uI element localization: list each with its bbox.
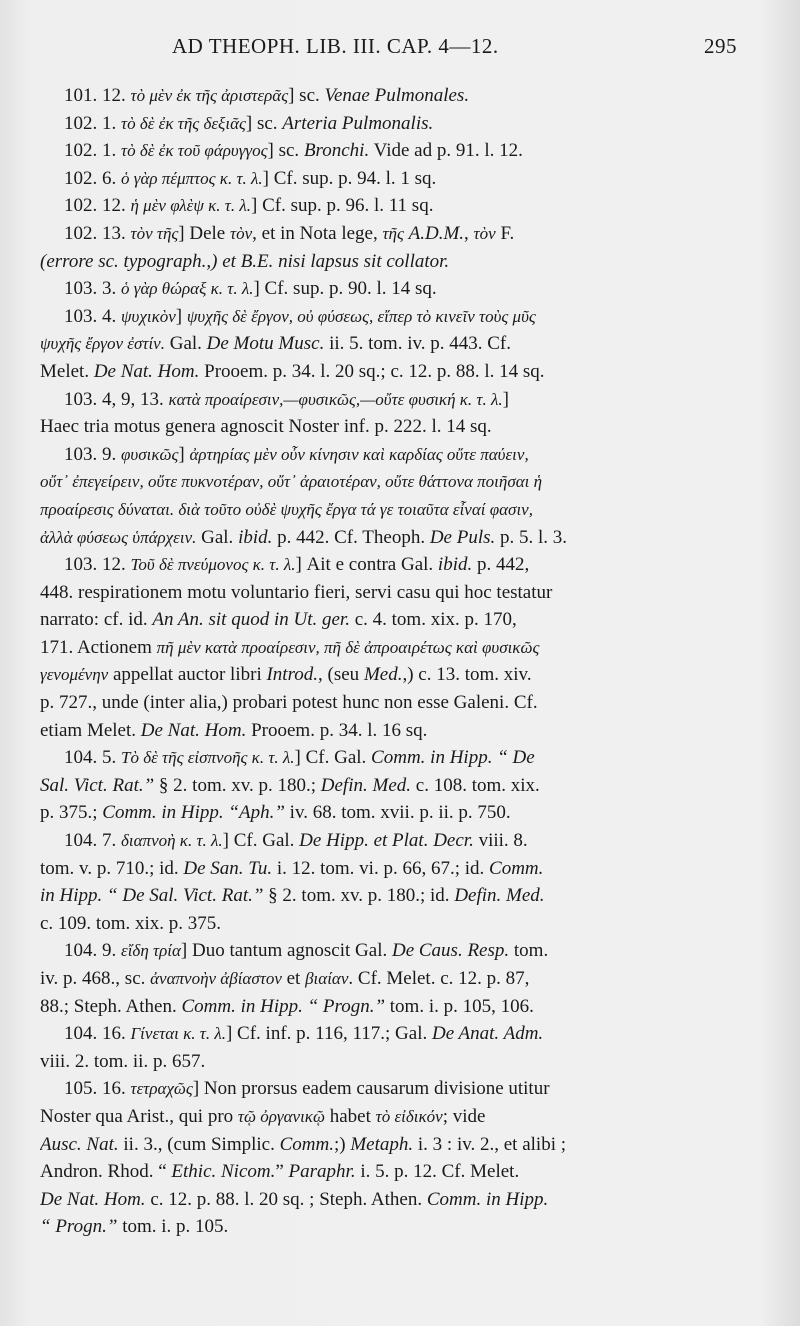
text-segment: p. 442. Cf. Theoph.	[272, 526, 430, 548]
italic-text: Comm.	[279, 1133, 334, 1155]
greek-text: πῆ μὲν κατὰ προαίρεσιν, πῆ δὲ ἀπροαιρέτως καὶ φυσικῶς	[156, 637, 540, 657]
text-segment: et	[281, 968, 306, 989]
text-segment: etiam Melet.	[40, 719, 141, 741]
text-segment: i. 3 : iv. 2., et alibi ;	[413, 1133, 567, 1155]
text-segment: Vide ad p. 91. l. 12.	[369, 140, 523, 162]
greek-text: ἀρτηρίας μὲν οὖν κίνησιν καὶ καρδίας οὔτε παύειν,	[189, 444, 529, 464]
text-segment: p. 5. l. 3.	[495, 526, 568, 548]
italic-text: De Nat. Hom.	[40, 1188, 146, 1210]
text-segment: p. 727., unde (inter alia,) probari potest hunc non esse Galeni. Cf.	[40, 692, 538, 714]
italic-text: De Nat. Hom.	[93, 360, 200, 382]
text-segment: ] sc.	[245, 112, 283, 134]
greek-text: κατὰ προαίρεσιν,—φυσικῶς,—οὔτε φυσική κ. τ. λ.	[168, 389, 503, 409]
greek-text: ἀναπνοὴν ἀβίαστον	[150, 969, 282, 988]
italic-text: Arteria Pulmonalis.	[282, 112, 434, 134]
note-continuation-line	[40, 468, 756, 496]
italic-text: Sal. Vict. Rat.”	[40, 774, 155, 796]
text-segment: i. 12. tom. vi. p. 66, 67.; id.	[272, 857, 490, 879]
greek-text: τετραχῶς	[130, 1079, 193, 1099]
text-segment: ] Cf. inf. p. 116, 117.; Gal.	[225, 1023, 432, 1045]
italic-text: Metaph.	[350, 1133, 414, 1155]
note-entry-line	[40, 1075, 756, 1103]
italic-text: Ausc. Nat.	[40, 1133, 119, 1155]
note-entry-line	[40, 220, 756, 248]
italic-text: ibid.	[437, 554, 473, 576]
italic-text: (errore sc. typograph.,) et B.E. nisi lapsus sit collator.	[40, 250, 450, 272]
note-entry-line	[40, 110, 756, 138]
greek-text: ἀλλὰ φύσεως ὑπάρχειν.	[40, 527, 197, 547]
greek-text: τὸν	[230, 223, 253, 243]
text-segment: ] sc.	[288, 85, 325, 106]
text-segment: ] Cf. Gal.	[294, 747, 372, 769]
text-segment: 102. 1.	[64, 112, 121, 134]
italic-text: “ Progn.”	[40, 1216, 118, 1238]
greek-text: ἡ μὲν φλὲψ κ. τ. λ.	[130, 196, 251, 216]
note-continuation-line	[40, 717, 756, 745]
text-segment: ii. 5. tom. iv. p. 443. Cf.	[324, 333, 511, 355]
text-segment: ]	[178, 443, 190, 465]
text-segment: c. 4. tom. xix. p. 170,	[349, 609, 517, 631]
greek-text: τὸ εἰδικόν	[375, 1106, 443, 1126]
text-segment: Andron. Rhod. “	[40, 1161, 172, 1183]
text-segment: . Cf. Melet. c. 12. p. 87,	[348, 968, 530, 989]
text-segment: appellat auctor libri	[108, 664, 267, 686]
text-segment: ii. 3., (cum Simplic.	[118, 1133, 280, 1155]
note-entry-line	[40, 386, 756, 414]
text-segment: § 2. tom. xv. p. 180.; id.	[263, 885, 455, 907]
note-continuation-line	[40, 330, 756, 358]
page-header	[0, 34, 800, 64]
commentary-notes	[40, 82, 756, 1241]
note-continuation-line	[40, 661, 756, 689]
greek-text: τῆς	[382, 223, 404, 243]
text-segment: 102. 6.	[64, 167, 121, 189]
text-segment: 88.; Steph. Athen.	[40, 995, 182, 1017]
note-entry-line	[40, 937, 756, 965]
italic-text: Defin. Med.	[454, 885, 545, 907]
text-segment: ] sc.	[267, 140, 304, 162]
text-segment: 104. 9.	[64, 940, 121, 962]
italic-text: ibid.	[238, 526, 273, 548]
italic-text: Comm. in Hipp. “ De	[371, 747, 535, 769]
text-segment: 104. 16.	[64, 1023, 131, 1045]
text-segment: tom. i. p. 105, 106.	[385, 995, 534, 1017]
text-segment: ] Ait e contra Gal.	[295, 554, 438, 576]
note-entry-line	[40, 303, 756, 331]
text-segment: p. 442,	[472, 554, 530, 576]
italic-text: Med.	[363, 664, 403, 686]
text-segment: Melet.	[40, 360, 94, 382]
note-continuation-line	[40, 993, 756, 1021]
text-segment: ] Dele	[178, 222, 230, 244]
text-segment: 104. 7.	[64, 830, 121, 852]
note-entry-line	[40, 275, 756, 303]
note-continuation-line	[40, 248, 756, 276]
text-segment: 104. 5.	[64, 747, 121, 769]
note-continuation-line	[40, 524, 756, 552]
text-segment: 103. 4, 9, 13.	[64, 388, 169, 410]
text-segment: F.	[495, 222, 515, 244]
italic-text: Bronchi.	[303, 140, 370, 162]
note-continuation-line	[40, 579, 756, 607]
italic-text: Introd.	[266, 664, 319, 686]
greek-text: γενομένην	[40, 665, 109, 685]
text-segment: ] Cf. sup. p. 96. l. 11 sq.	[251, 195, 434, 217]
italic-text: De Puls.	[429, 526, 496, 548]
text-segment: 102. 13.	[64, 222, 131, 244]
text-segment: iv. p. 468., sc.	[40, 968, 151, 989]
text-segment: iv. 68. tom. xvii. p. ii. p. 750.	[284, 802, 511, 824]
italic-text: De Nat. Hom.	[140, 719, 247, 741]
italic-text: Defin. Med.	[320, 774, 412, 796]
note-continuation-line	[40, 1103, 756, 1131]
text-segment: 102. 1.	[64, 140, 121, 162]
running-head: AD THEOPH. LIB. III. CAP. 4—12.	[172, 34, 499, 58]
text-segment: 171. Actionem	[40, 636, 157, 658]
text-segment: ] Duo tantum agnoscit Gal.	[180, 940, 392, 962]
italic-text: De Caus. Resp.	[391, 940, 510, 962]
text-segment: tom.	[509, 940, 549, 962]
note-continuation-line	[40, 1048, 756, 1076]
text-segment: ; vide	[442, 1105, 486, 1127]
text-segment: tom. v. p. 710.; id.	[40, 857, 184, 879]
note-entry-line	[40, 82, 756, 110]
note-entry-line	[40, 1020, 756, 1048]
text-segment: ] Cf. sup. p. 94. l. 1 sq.	[262, 167, 437, 189]
italic-text: De Anat. Adm.	[431, 1023, 544, 1045]
greek-text: Τοῦ δὲ πνεύμονος κ. τ. λ.	[130, 555, 296, 575]
greek-text: τῷ ὀργανικῷ	[237, 1106, 325, 1126]
text-segment: § 2. tom. xv. p. 180.;	[154, 774, 321, 796]
greek-text: διαπνοὴ κ. τ. λ.	[121, 831, 223, 851]
note-entry-line	[40, 165, 756, 193]
note-entry-line	[40, 192, 756, 220]
italic-text: De Hipp. et Plat. Decr.	[299, 830, 474, 852]
italic-text: Ethic. Nicom.	[171, 1161, 276, 1183]
note-entry-line	[40, 441, 756, 469]
note-continuation-line	[40, 1131, 756, 1159]
text-segment: viii. 8.	[473, 830, 528, 852]
text-segment: Gal.	[196, 526, 239, 548]
text-segment: Gal.	[164, 333, 207, 355]
greek-text: προαίρεσις δύναται. διὰ τοῦτο οὐδὲ ψυχῆς ἔργα τά γε τοιαῦτα εἶναί φασιν,	[40, 499, 533, 519]
text-segment: i. 5. p. 12. Cf. Melet.	[355, 1161, 520, 1183]
greek-text: ψυχῆς δὲ ἔργον, οὐ φύσεως, εἴπερ τὸ κινεῖν τοὺς μῦς	[186, 306, 536, 326]
note-continuation-line	[40, 965, 756, 993]
text-segment: 448. respirationem motu voluntario fieri, servi casu qui hoc testatur	[40, 581, 553, 603]
italic-text: Comm. in Hipp.	[426, 1188, 549, 1210]
italic-text: Comm.	[489, 857, 544, 879]
text-segment: ] Cf. Gal.	[222, 830, 300, 852]
text-segment: ,) c. 13. tom. xiv.	[402, 664, 532, 686]
text-segment: 101. 12.	[64, 85, 131, 106]
greek-text: τὸν	[473, 223, 496, 243]
greek-text: οὔτ᾽ ἐπεγείρειν, οὔτε πυκνοτέραν, οὔτ᾽ ἀραιοτέραν, οὔτε θάττονα ποιῆσαι ἡ	[40, 472, 543, 492]
text-segment: , (seu	[318, 664, 364, 686]
italic-text: A.D.M.	[408, 222, 465, 244]
note-entry-line	[40, 827, 756, 855]
greek-text: Τὸ δὲ τῆς εἰσπνοῆς κ. τ. λ.	[121, 748, 295, 768]
text-segment: ] Cf. sup. p. 90. l. 14 sq.	[253, 278, 437, 300]
text-segment: narrato: cf. id.	[40, 609, 153, 631]
text-segment: 103. 3.	[64, 278, 121, 300]
page-number: 295	[704, 34, 737, 58]
note-continuation-line	[40, 799, 756, 827]
greek-text: τὸ μὲν ἐκ τῆς ἀριστερᾶς	[130, 86, 289, 105]
text-segment: ,	[464, 222, 474, 244]
note-entry-line	[40, 137, 756, 165]
note-entry-line	[40, 744, 756, 772]
note-continuation-line	[40, 1213, 756, 1241]
note-continuation-line	[40, 634, 756, 662]
greek-text: εἴδη τρία	[121, 941, 181, 961]
text-segment: 105. 16.	[64, 1078, 131, 1100]
italic-text: in Hipp. “ De Sal. Vict. Rat.”	[40, 885, 264, 907]
text-segment: 103. 4.	[64, 305, 121, 327]
greek-text: Γίνεται κ. τ. λ.	[130, 1024, 226, 1044]
note-continuation-line	[40, 1186, 756, 1214]
text-segment: c. 108. tom. xix.	[411, 774, 540, 796]
text-segment: c. 109. tom. xix. p. 375.	[40, 912, 222, 934]
greek-text: ψυχῆς ἔργον ἐστίν.	[40, 334, 165, 354]
text-segment: tom. i. p. 105.	[117, 1216, 229, 1238]
text-segment: Prooem. p. 34. l. 16 sq.	[246, 719, 428, 741]
italic-text: An An. sit quod in Ut. ger.	[152, 609, 350, 631]
text-segment: Prooem. p. 34. l. 20 sq.; c. 12. p. 88. l. 14 sq.	[199, 360, 545, 382]
italic-text: Comm. in Hipp. “Aph.”	[102, 802, 285, 824]
note-continuation-line	[40, 1158, 756, 1186]
italic-text: Comm. in Hipp. “ Progn.”	[181, 995, 386, 1017]
note-continuation-line	[40, 910, 756, 938]
text-segment: habet	[324, 1105, 376, 1127]
note-entry-line	[40, 551, 756, 579]
greek-text: τὸ δὲ ἐκ τῆς δεξιᾶς	[121, 113, 246, 133]
note-continuation-line	[40, 689, 756, 717]
note-continuation-line	[40, 413, 756, 441]
greek-text: τὸν τῆς	[130, 223, 179, 243]
text-segment: ]	[502, 388, 509, 410]
note-continuation-line	[40, 606, 756, 634]
text-segment: ;)	[333, 1133, 351, 1155]
note-continuation-line	[40, 496, 756, 524]
text-segment: c. 12. p. 88. l. 20 sq. ; Steph. Athen.	[145, 1188, 427, 1210]
note-continuation-line	[40, 855, 756, 883]
italic-text: De San. Tu.	[183, 857, 273, 879]
text-segment: 103. 12.	[64, 554, 131, 576]
greek-text: φυσικῶς	[121, 444, 179, 464]
text-segment: viii. 2. tom. ii. p. 657.	[40, 1050, 206, 1072]
note-continuation-line	[40, 772, 756, 800]
greek-text: τὸ δὲ ἐκ τοῦ φάρυγγος	[121, 141, 268, 161]
note-continuation-line	[40, 882, 756, 910]
text-segment: 102. 12.	[64, 195, 131, 217]
italic-text: Venae Pulmonales.	[324, 85, 470, 106]
text-segment: ] Non prorsus eadem causarum divisione utitur	[192, 1078, 550, 1100]
text-segment: ]	[175, 305, 187, 327]
greek-text: ψυχικὸν	[121, 306, 176, 326]
greek-text: ὁ γὰρ θώραξ κ. τ. λ.	[121, 279, 254, 299]
text-segment: 103. 9.	[64, 443, 121, 465]
text-segment: Noster qua Arist., qui pro	[40, 1105, 238, 1127]
note-continuation-line	[40, 358, 756, 386]
greek-text: βιαίαν	[305, 969, 349, 988]
text-segment: Haec tria motus genera agnoscit Noster inf. p. 222. l. 14 sq.	[40, 416, 492, 438]
italic-text: Paraphr.	[288, 1161, 356, 1183]
greek-text: ὁ γὰρ πέμπτος κ. τ. λ.	[121, 168, 263, 188]
text-segment: , et in Nota lege,	[252, 222, 383, 244]
text-segment: ”	[275, 1161, 289, 1183]
text-segment: p. 375.;	[40, 802, 103, 824]
italic-text: De Motu Musc.	[206, 333, 325, 355]
